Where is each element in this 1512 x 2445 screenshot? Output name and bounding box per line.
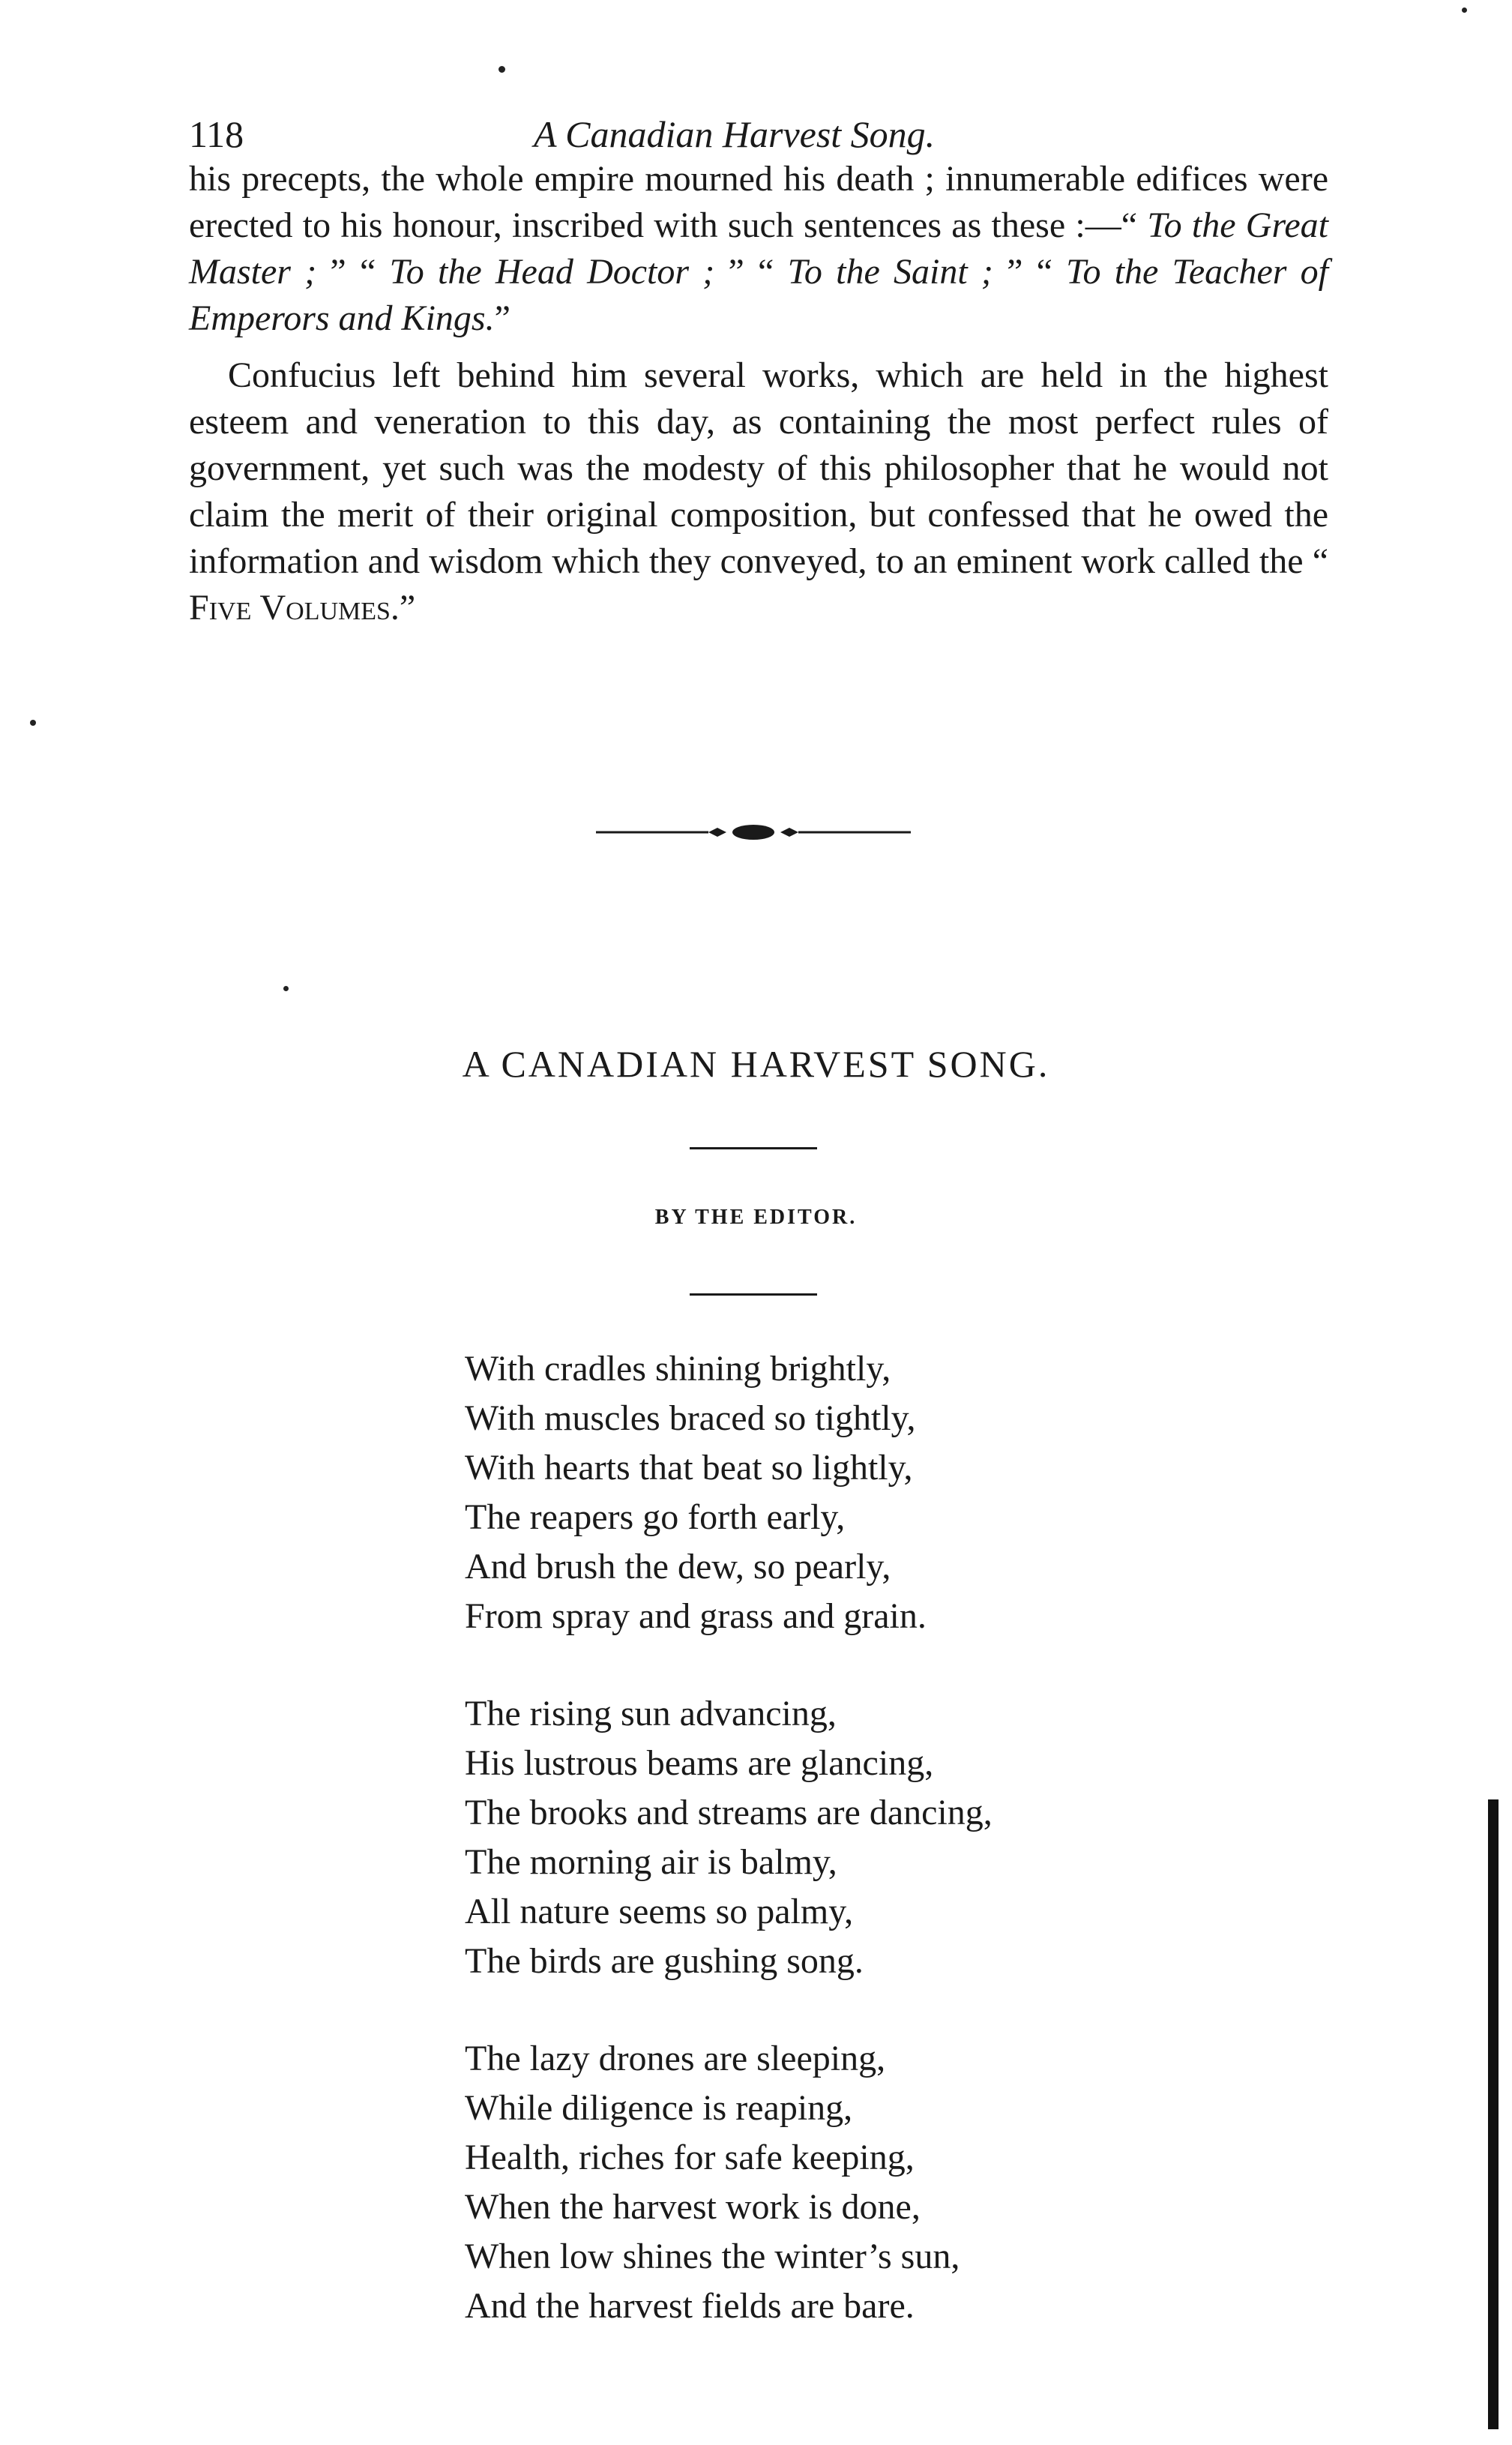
page-number: 118: [189, 113, 244, 155]
poem-line: When the harvest work is done,: [465, 2187, 921, 2227]
poem-line: Health, riches for safe keeping,: [465, 2138, 915, 2177]
scan-speck: [499, 66, 505, 73]
poem: [465, 1344, 993, 2379]
poem-line: From spray and grass and grain.: [465, 1596, 927, 1636]
poem-line: With cradles shining brightly,: [465, 1349, 891, 1389]
poem-line: With hearts that beat so lightly,: [465, 1448, 913, 1488]
poem-line: The reapers go forth early,: [465, 1497, 846, 1537]
prose-section: [189, 156, 1328, 631]
poem-line: The morning air is balmy,: [465, 1842, 837, 1882]
stanza-3: [465, 2034, 993, 2331]
paragraph-confucius: [189, 352, 1328, 631]
p2-end: ”: [399, 588, 416, 628]
p2-text: Confucius left behind him several works, which are held in the highest esteem and veneration to this day, as containing the most perfect rules of government, yet such was the modesty of this philosopher that he would not claim the merit of their original composition, but confessed that he owed the information and wisdom which they conveyed, to an eminent work called the “: [189, 355, 1328, 581]
p1-segment: ” “: [714, 252, 788, 292]
scan-speck: [1462, 7, 1467, 13]
p1-inscription-great-master: To the Great Master ;: [189, 205, 1328, 292]
running-title: A Canadian Harvest Song.: [534, 113, 936, 155]
poem-line: All nature seems so palmy,: [465, 1892, 854, 1931]
poem-line: His lustrous beams are glancing,: [465, 1743, 934, 1783]
section-title: A CANADIAN HARVEST SONG.: [462, 1043, 1050, 1085]
poem-line: And the harvest fields are bare.: [465, 2286, 915, 2326]
paragraph-continuation: [189, 156, 1328, 342]
p1-inscription-teacher: To the Teacher of Emperors and Kings.: [189, 252, 1329, 338]
five-volumes-small-caps: Five Volumes.: [189, 588, 400, 628]
title-rule-top: [690, 1147, 817, 1149]
ornamental-divider: [596, 823, 911, 841]
stanza-1: [465, 1344, 993, 1641]
poem-line: The rising sun advancing,: [465, 1694, 837, 1733]
poem-line: And brush the dew, so pearly,: [465, 1547, 891, 1587]
poem-line: While diligence is reaping,: [465, 2088, 853, 2128]
p1-segment: ” “: [993, 252, 1067, 292]
scan-speck: [30, 720, 36, 726]
poem-line: The brooks and streams are dancing,: [465, 1793, 993, 1832]
p1-segment: ” “: [316, 252, 390, 292]
p1-segment: his precepts, the whole empire mourned his death ; innumerable edifices were erected to his honour, inscribed with such sentences as these :—“: [189, 159, 1328, 245]
poem-line: When low shines the winter’s sun,: [465, 2237, 960, 2276]
p1-inscription-saint: To the Saint ;: [787, 252, 993, 292]
poem-line: The lazy drones are sleeping,: [465, 2039, 886, 2078]
title-rule-bottom: [690, 1293, 817, 1296]
scan-edge-bar: [1488, 1799, 1499, 2429]
p1-segment: ”: [494, 298, 510, 338]
p1-inscription-head-doctor: To the Head Doctor ;: [389, 252, 715, 292]
scan-speck: [283, 986, 289, 991]
byline: BY THE EDITOR.: [654, 1206, 858, 1229]
stanza-2: [465, 1689, 993, 1986]
poem-line: With muscles braced so tightly,: [465, 1398, 916, 1438]
poem-line: The birds are gushing song.: [465, 1941, 864, 1981]
